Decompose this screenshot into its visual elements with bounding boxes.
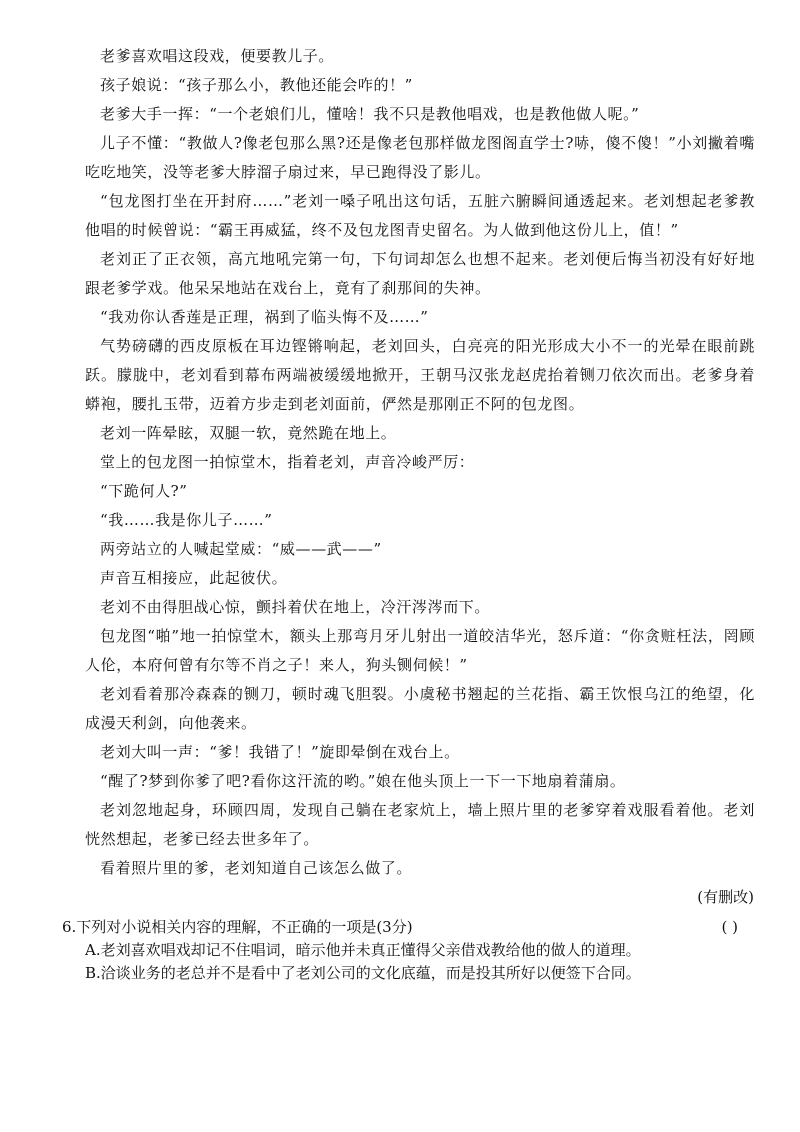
passage-paragraph: 老爹大手一挥：“一个老娘们儿，懂啥！我不只是教他唱戏，也是教他做人呢。” [100,105,640,123]
passage-paragraph: 包龙图“啪”地一拍惊堂木，额头上那弯月牙儿射出一道皎洁华光，怒斥道：“你贪赃枉法，罔顾人伦，本府何曾有尔等不肖之子！来人，狗头铡伺候！” [85,627,755,674]
passage-paragraph: “我……我是你儿子……” [100,511,273,529]
passage-paragraph: 看着照片里的爹，老刘知道自己该怎么做了。 [100,859,413,877]
revision-note: (有删改) [697,888,754,906]
passage-paragraph: “包龙图打坐在开封府……”老刘一嗓子吼出这句话，五脏六腑瞬间通透起来。老刘想起老爹教他唱的时候曾说：“霸王再威猛，终不及包龙图青史留名。为人做到他这份儿上，值！” [85,192,755,239]
option-b[interactable]: B.洽谈业务的老总并不是看中了老刘公司的文化底蕴，而是投其所好以便签下合同。 [85,964,641,982]
passage-paragraph: 气势磅礴的西皮原板在耳边铿锵响起，老刘回头，白亮亮的阳光形成大小不一的光晕在眼前跳跃。朦胧中，老刘看到幕布两端被缓缓地掀开，王朝马汉张龙赵虎抬着铡刀依次而出。老爹身着蟒袍，腰扎玉带，迈着方步走到老刘面前，俨然是那刚正不阿的包龙图。 [85,337,755,413]
passage-paragraph: 儿子不懂：“教做人?像老包那么黑?还是像老包那样做龙图阁直学士?哧，傻不傻！”小刘撇着嘴吃吃地笑，没等老爹大脖溜子扇过来，早已跑得没了影儿。 [85,134,755,181]
passage-paragraph: 孩子娘说：“孩子那么小，教他还能会咋的！” [100,76,413,94]
passage-paragraph: 堂上的包龙图一拍惊堂木，指着老刘，声音冷峻严厉： [100,453,475,471]
question-stem: 6.下列对小说相关内容的理解，不正确的一项是(3分) [62,918,413,936]
passage-paragraph: 老刘正了正衣领，高亢地吼完第一句，下句词却怎么也想不起来。老刘便后悔当初没有好好地跟老爹学戏。他呆呆地站在戏台上，竟有了刹那间的失神。 [85,250,755,297]
option-a[interactable]: A.老刘喜欢唱戏却记不住唱词，暗示他并未真正懂得父亲借戏教给他的做人的道理。 [85,941,641,959]
passage-paragraph: “我劝你认香莲是正理，祸到了临头悔不及……” [100,308,429,326]
passage-paragraph: 老刘看着那冷森森的铡刀，顿时魂飞胆裂。小虞秘书翘起的兰花指、霸王饮恨乌江的绝望，化成漫天利剑，向他袭来。 [85,685,755,732]
passage-paragraph: 老刘忽地起身，环顾四周，发现自己躺在老家炕上，墙上照片里的老爹穿着戏服看着他。老刘恍然想起，老爹已经去世多年了。 [85,801,755,848]
answer-blank[interactable]: ( ) [721,918,738,936]
passage-paragraph: 声音互相接应，此起彼伏。 [100,569,288,587]
passage-paragraph: 两旁站立的人喊起堂威：“威——武——” [100,540,382,558]
passage-paragraph: 老刘不由得胆战心惊，颤抖着伏在地上，冷汗涔涔而下。 [100,598,491,616]
passage-paragraph: 老爹喜欢唱这段戏，便要教儿子。 [100,47,335,65]
passage-paragraph: “醒了?梦到你爹了吧?看你这汗流的哟。”娘在他头顶上一下一下地扇着蒲扇。 [100,772,626,790]
passage-paragraph: 老刘大叫一声：“爹！我错了！”旋即晕倒在戏台上。 [100,743,460,761]
passage-paragraph: 老刘一阵晕眩，双腿一软，竟然跪在地上。 [100,424,397,442]
passage-paragraph: “下跪何人?” [100,482,188,500]
